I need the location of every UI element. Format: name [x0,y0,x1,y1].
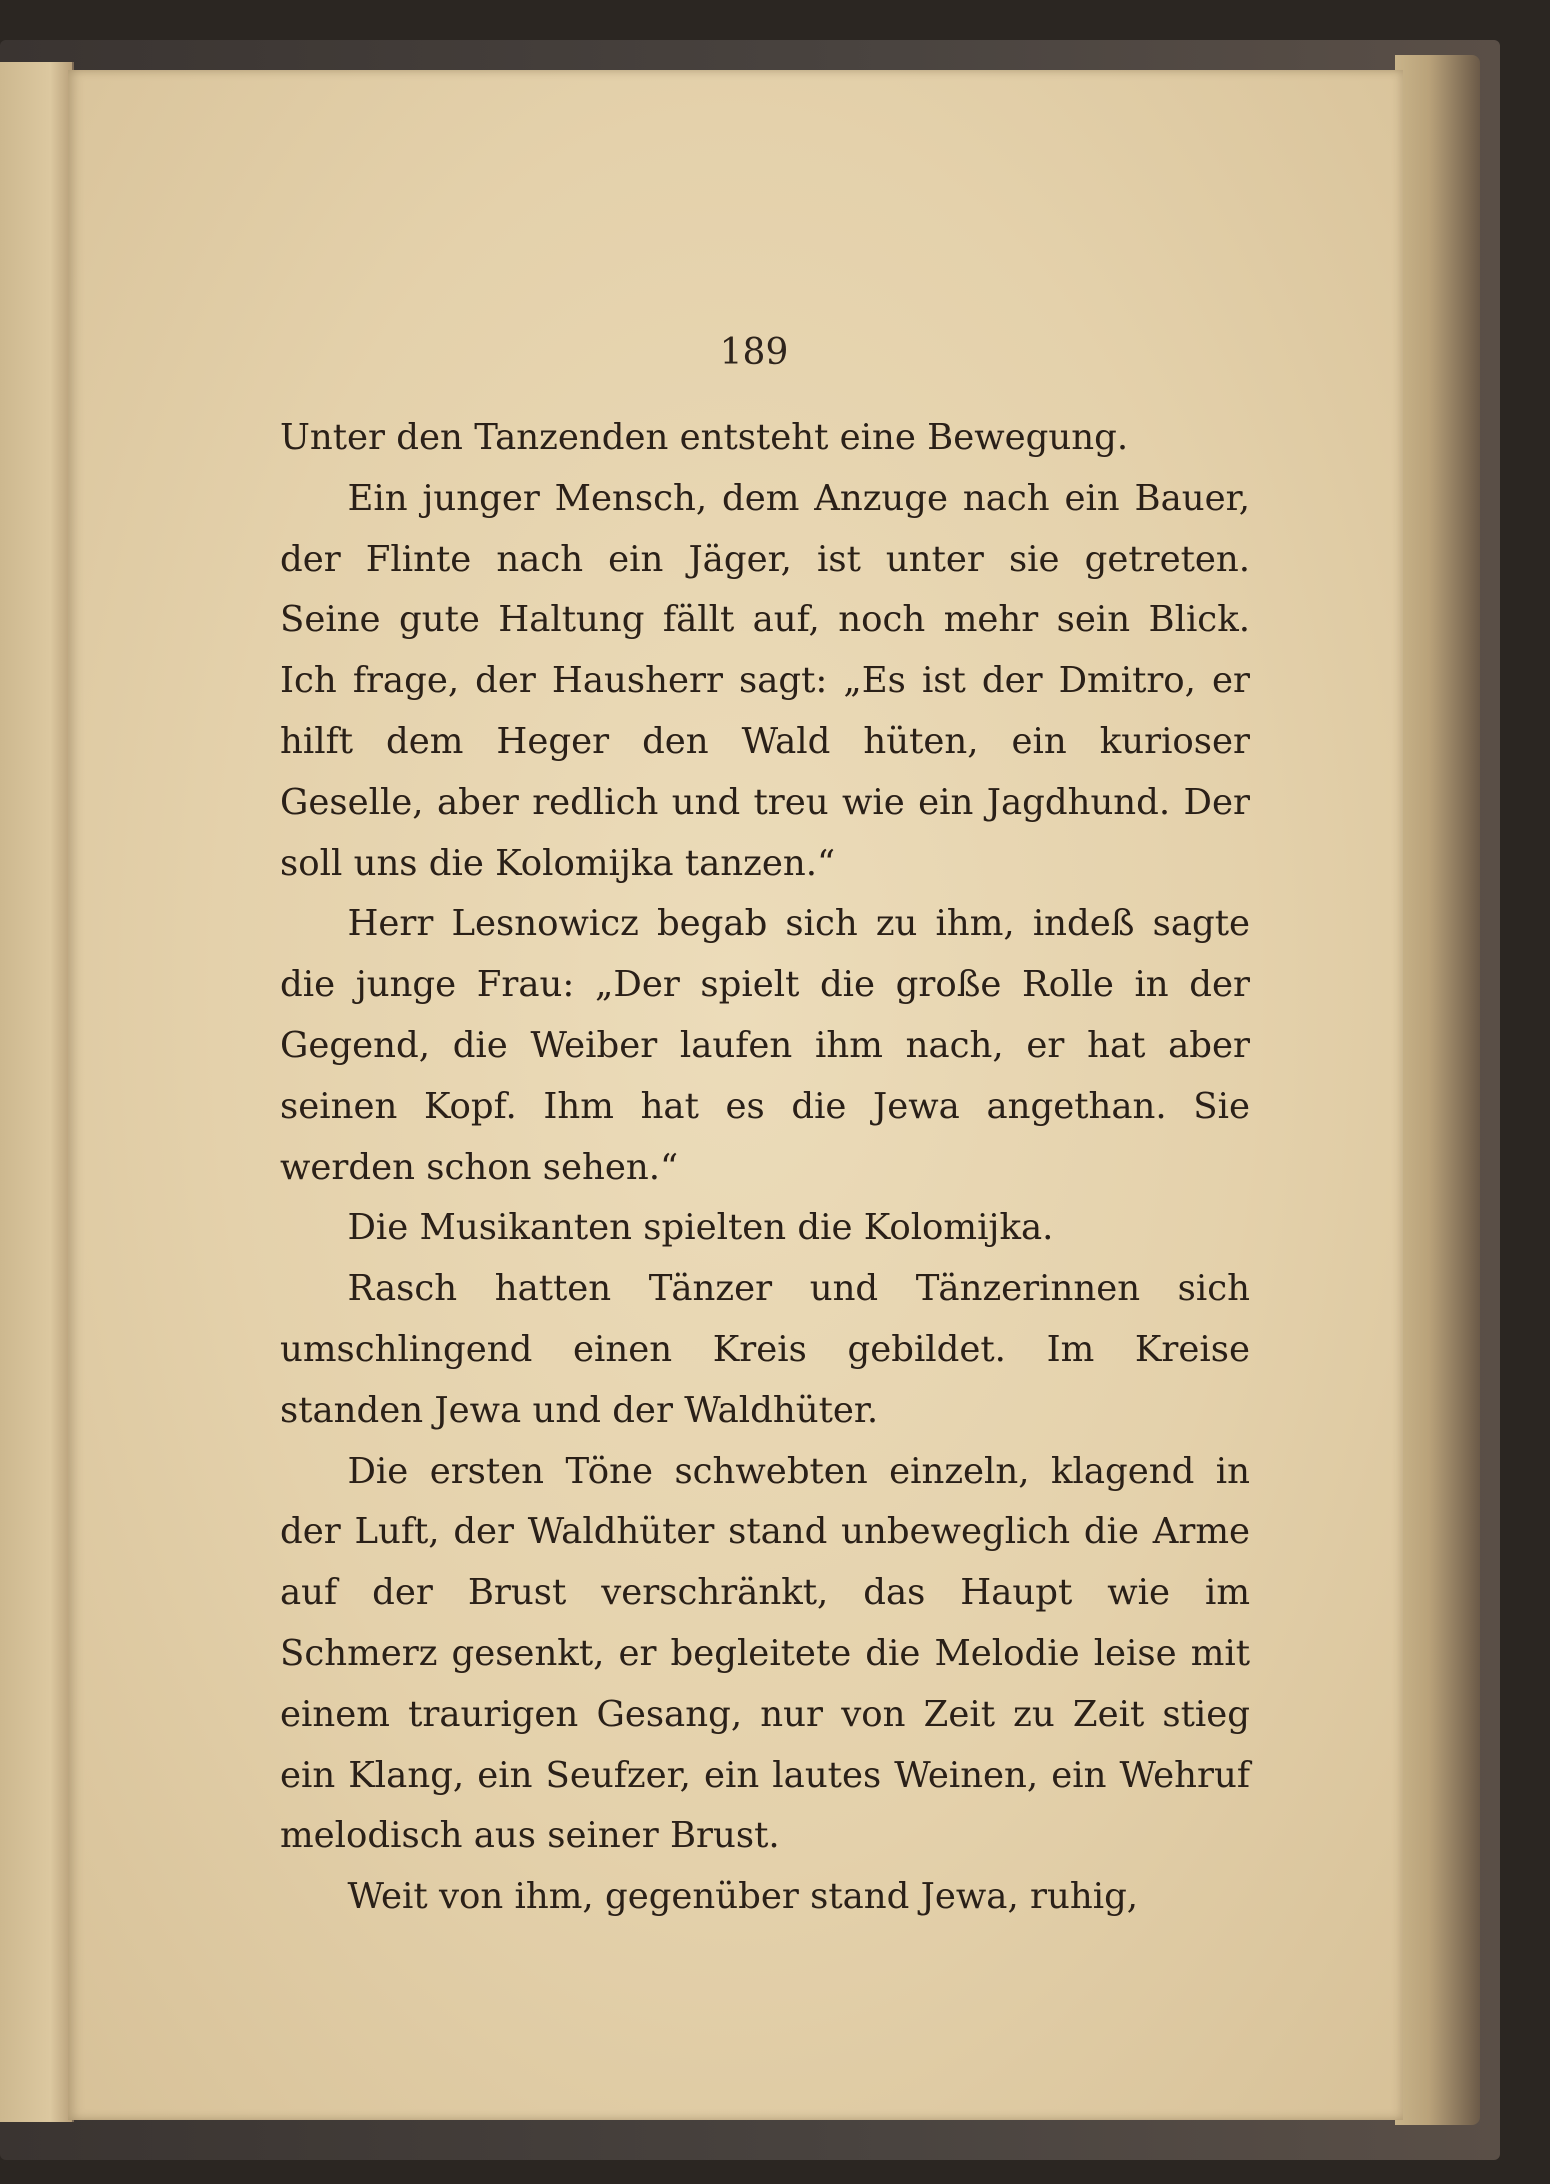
paragraph-3: Herr Lesnowicz begab sich zu ihm, indeß sagte die junge Frau: „Der spielt die große Rolle in der Gegend, die Weiber laufen ihm nach, er hat aber seinen Kopf. Ihm hat es die Jewa angethan. Sie werden schon sehen.“ [280,903,1250,1188]
book-page [68,70,1403,2120]
paragraph-6: Die ersten Töne schwebten einzeln, klagend in der Luft, der Waldhüter stand unbeweglich die Arme auf der Brust verschränkt, das Haupt wie im Schmerz gesenkt, er begleitete die Melodie leise mit einem traurigen Gesang, nur von Zeit zu Zeit stieg ein Klang, ein Seufzer, ein lautes Weinen, ein Wehruf melodisch aus seiner Brust. [280,1450,1250,1857]
paragraph-4: Die Musikanten spielten die Kolomijka. [347,1207,1054,1249]
paragraph-2: Ein junger Mensch, dem Anzuge nach ein Bauer, der Flinte nach ein Jäger, ist unter sie getreten. Seine gute Haltung fällt auf, noch mehr sein Blick. Ich frage, der Hausherr sagt: „Es ist der Dmitro, er hilft dem Heger den Wald hüten, ein kurioser Geselle, aber redlich und treu wie ein Jagdhund. Der soll uns die Kolomijka tanzen.“ [280,477,1250,884]
body-text [280,408,1250,1928]
page-number: 189 [719,332,789,373]
facing-page-edge [0,62,74,2122]
paragraph-5: Rasch hatten Tänzer und Tänzerinnen sich umschlingend einen Kreis gebildet. Im Kreise standen Jewa und der Waldhüter. [280,1268,1250,1431]
paragraph-1: Unter den Tanzenden entsteht eine Bewegung. [280,417,1129,458]
paragraph-7: Weit von ihm, gegenüber stand Jewa, ruhig, [347,1876,1139,1918]
